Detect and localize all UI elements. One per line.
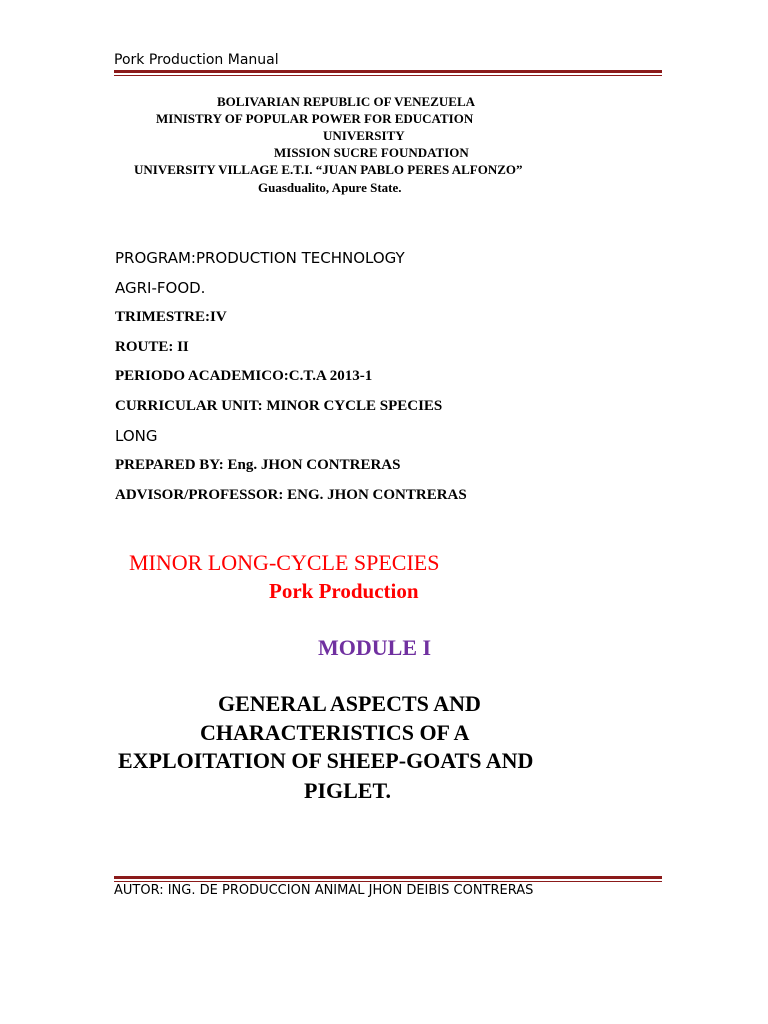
header-rule xyxy=(114,70,662,76)
institution-line-university: UNIVERSITY xyxy=(323,128,405,143)
agri-food-line: AGRI-FOOD. xyxy=(115,279,206,297)
advisor-line: ADVISOR/PROFESSOR: ENG. JHON CONTRERAS xyxy=(115,487,467,503)
trimester-line: TRIMESTRE:IV xyxy=(115,309,227,325)
curricular-unit-line: CURRICULAR UNIT: MINOR CYCLE SPECIES xyxy=(115,398,443,414)
module-title: MODULE I xyxy=(318,635,432,660)
footer-author: AUTOR: ING. DE PRODUCCION ANIMAL JHON DEIBIS CONTRERAS xyxy=(114,883,534,898)
general-title-line-3: EXPLOITATION OF SHEEP-GOATS AND xyxy=(118,748,534,773)
program-line: PROGRAM:PRODUCTION TECHNOLOGY xyxy=(115,249,405,267)
general-title-line-2: CHARACTERISTICS OF A xyxy=(200,720,470,745)
academic-period-line: PERIODO ACADEMICO:C.T.A 2013-1 xyxy=(115,368,373,384)
institution-line-foundation: MISSION SUCRE FOUNDATION xyxy=(274,145,469,160)
long-line: LONG xyxy=(115,427,158,445)
running-header: Pork Production Manual xyxy=(114,52,279,68)
general-title-line-4: PIGLET. xyxy=(304,778,392,803)
institution-line-location: Guasdualito, Apure State. xyxy=(258,180,402,195)
footer-rule xyxy=(114,876,662,882)
route-line: ROUTE: II xyxy=(115,339,189,355)
prepared-by-line: PREPARED BY: Eng. JHON CONTRERAS xyxy=(115,457,401,473)
institution-line-village: UNIVERSITY VILLAGE E.T.I. “JUAN PABLO PERES ALFONZO” xyxy=(134,162,523,177)
species-title: MINOR LONG-CYCLE SPECIES xyxy=(129,550,440,575)
pork-production-title: Pork Production xyxy=(269,579,419,603)
institution-line-country: BOLIVARIAN REPUBLIC OF VENEZUELA xyxy=(217,94,476,109)
general-title-line-1: GENERAL ASPECTS AND xyxy=(218,691,481,716)
institution-line-ministry: MINISTRY OF POPULAR POWER FOR EDUCATION xyxy=(156,111,474,126)
